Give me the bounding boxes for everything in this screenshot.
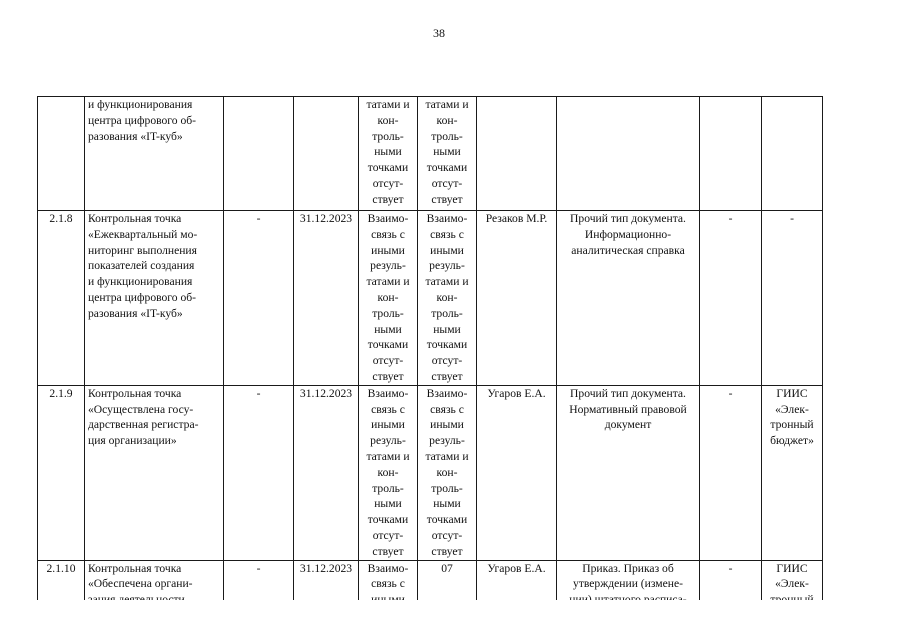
control-point-name-line: Контрольная точка — [88, 386, 182, 400]
predecessor-link-line: татами и — [366, 449, 410, 463]
successor-link-line: троль- — [431, 306, 463, 320]
control-point-name-cell — [85, 97, 224, 211]
table-row — [38, 211, 823, 386]
information-system-line: ГИИС — [776, 386, 808, 400]
document-type-line: утверждении (измене- — [573, 577, 683, 591]
predecessor-link-line: ствует — [372, 192, 404, 206]
page-bottom-edge — [0, 600, 905, 640]
predecessor-link-line: отсут- — [372, 528, 404, 542]
document-type-lines — [560, 211, 696, 258]
successor-link-line: ными — [433, 497, 461, 511]
responsible-cell: Угаров Е.А. — [477, 560, 557, 610]
information-system-cell — [762, 385, 823, 560]
control-point-name-lines — [88, 97, 220, 144]
control-point-name-line: «Ежеквартальный мо- — [88, 227, 198, 241]
predecessor-link-line: иными — [371, 418, 405, 432]
start-date-cell: - — [224, 560, 294, 610]
information-system-cell — [762, 211, 823, 386]
level-cell: - — [700, 560, 762, 610]
predecessor-link-line: резуль- — [370, 259, 406, 273]
successor-link-line: связь с — [430, 227, 464, 241]
responsible-cell — [477, 97, 557, 211]
start-date-cell — [224, 97, 294, 211]
successor-link-line: отсут- — [431, 354, 463, 368]
successor-link-line: кон- — [436, 290, 458, 304]
successor-link-cell — [418, 385, 477, 560]
table-row — [38, 385, 823, 560]
predecessor-link-line: Взаимо- — [367, 561, 409, 575]
predecessor-link-line: Взаимо- — [367, 386, 409, 400]
predecessor-link-line: иными — [371, 243, 405, 257]
row-number-cell: 2.1.10 — [38, 560, 85, 610]
predecessor-link-line: троль- — [372, 129, 404, 143]
end-date-cell: 31.12.2023 — [294, 560, 359, 610]
predecessor-link-line: ными — [374, 497, 402, 511]
responsible-cell: Угаров Е.А. — [477, 385, 557, 560]
successor-link-line: троль- — [431, 481, 463, 495]
document-type-cell — [557, 211, 700, 386]
successor-link-lines — [421, 211, 473, 385]
control-point-name-line: и функционирования — [88, 275, 193, 289]
successor-link-line: Взаимо- — [426, 212, 468, 225]
control-point-name-line: Контрольная точка — [88, 561, 182, 575]
predecessor-link-line: ными — [374, 145, 402, 159]
successor-link-line: резуль- — [429, 259, 465, 273]
control-point-name-line: показателей создания — [88, 259, 195, 273]
control-point-name-cell — [85, 385, 224, 560]
level-cell: - — [700, 211, 762, 386]
predecessor-link-lines — [362, 386, 414, 560]
document-type-line: Информационно- — [584, 227, 672, 241]
predecessor-link-line: татами и — [366, 275, 410, 289]
control-point-name-line: центра цифрового об- — [88, 290, 197, 304]
successor-link-line: татами и — [425, 275, 469, 289]
control-point-name-line: «Обеспечена органи- — [88, 577, 193, 591]
control-point-name-line: и функционирования — [88, 98, 193, 111]
successor-link-line: 07 — [441, 561, 453, 575]
successor-link-line: резуль- — [429, 434, 465, 448]
successor-link-cell — [418, 97, 477, 211]
successor-link-line: Взаимо- — [426, 386, 468, 400]
successor-link-lines — [421, 97, 473, 208]
predecessor-link-line: точками — [367, 161, 409, 175]
control-point-name-cell — [85, 211, 224, 386]
control-point-name-line: разования «IT-куб» — [88, 129, 183, 143]
successor-link-line: связь с — [430, 402, 464, 416]
predecessor-link-line: Взаимо- — [367, 212, 409, 225]
predecessor-link-cell — [359, 385, 418, 560]
information-system-line: «Элек- — [775, 402, 809, 416]
predecessor-link-line: ствует — [372, 544, 404, 558]
information-system-line: - — [790, 212, 794, 225]
successor-link-line: ствует — [431, 369, 463, 383]
control-point-name-line: ция организации» — [88, 434, 177, 448]
predecessor-link-line: троль- — [372, 306, 404, 320]
successor-link-line: иными — [430, 243, 464, 257]
row-number-cell: 2.1.8 — [38, 211, 85, 386]
document-type-cell — [557, 385, 700, 560]
predecessor-link-line: татами и — [366, 98, 410, 111]
control-point-name-line: ниторинг выполнения — [88, 243, 197, 257]
end-date-cell — [294, 97, 359, 211]
control-point-name-lines — [88, 386, 220, 449]
successor-link-line: ствует — [431, 192, 463, 206]
predecessor-link-line: связь с — [371, 402, 405, 416]
control-point-name-lines — [88, 211, 220, 322]
document-type-line: Приказ. Приказ об — [582, 561, 674, 575]
predecessor-link-line: отсут- — [372, 354, 404, 368]
document-type-cell — [557, 97, 700, 211]
successor-link-line: кон- — [436, 113, 458, 127]
page-number: 38 — [433, 26, 445, 40]
information-system-line: «Элек- — [775, 577, 809, 591]
information-system-cell — [762, 97, 823, 211]
end-date-cell: 31.12.2023 — [294, 211, 359, 386]
document-type-line: Прочий тип документа. — [570, 386, 686, 400]
level-cell: - — [700, 385, 762, 560]
predecessor-link-line: связь с — [371, 577, 405, 591]
predecessor-link-line: ными — [374, 322, 402, 336]
successor-link-line: ными — [433, 322, 461, 336]
document-type-line: аналитическая справка — [571, 243, 685, 257]
control-point-name-line: дарственная регистра- — [88, 418, 199, 432]
successor-link-line: точками — [426, 338, 468, 352]
predecessor-link-lines — [362, 97, 414, 208]
successor-link-lines — [421, 386, 473, 560]
control-point-name-line: центра цифрового об- — [88, 113, 197, 127]
information-system-lines — [765, 386, 819, 449]
document-type-line: Прочий тип документа. — [570, 212, 686, 225]
predecessor-link-line: точками — [367, 338, 409, 352]
start-date-cell: - — [224, 211, 294, 386]
successor-link-cell — [418, 211, 477, 386]
control-point-name-line: «Осуществлена госу- — [88, 402, 194, 416]
end-date-cell: 31.12.2023 — [294, 385, 359, 560]
predecessor-link-line: резуль- — [370, 434, 406, 448]
predecessor-link-line: кон- — [377, 290, 399, 304]
predecessor-link-line: ствует — [372, 369, 404, 383]
predecessor-link-line: троль- — [372, 481, 404, 495]
level-cell — [700, 97, 762, 211]
successor-link-line: отсут- — [431, 528, 463, 542]
predecessor-link-line: отсут- — [372, 176, 404, 190]
successor-link-line: отсут- — [431, 176, 463, 190]
successor-link-line: татами и — [425, 449, 469, 463]
document-type-line: Нормативный правовой — [569, 402, 687, 416]
predecessor-link-cell — [359, 211, 418, 386]
successor-link-line: троль- — [431, 129, 463, 143]
table-row — [38, 97, 823, 211]
information-system-line: бюджет» — [770, 434, 814, 448]
predecessor-link-line: связь с — [371, 227, 405, 241]
document-type-lines — [560, 386, 696, 433]
successor-link-line: точками — [426, 161, 468, 175]
predecessor-link-cell — [359, 97, 418, 211]
document-type-line: документ — [604, 418, 652, 432]
start-date-cell: - — [224, 385, 294, 560]
control-point-name-line: разования «IT-куб» — [88, 306, 183, 320]
successor-link-line: иными — [430, 418, 464, 432]
row-number-cell: 2.1.9 — [38, 385, 85, 560]
responsible-cell: Резаков М.Р. — [477, 211, 557, 386]
row-number-cell — [38, 97, 85, 211]
predecessor-link-line: кон- — [377, 465, 399, 479]
successor-link-line: ствует — [431, 544, 463, 558]
successor-link-line: точками — [426, 513, 468, 527]
control-point-name-line: Контрольная точка — [88, 212, 182, 225]
successor-link-line: татами и — [425, 98, 469, 111]
predecessor-link-line: точками — [367, 513, 409, 527]
information-system-line: ГИИС — [776, 561, 808, 575]
predecessor-link-line: кон- — [377, 113, 399, 127]
control-points-table — [37, 96, 823, 611]
successor-link-lines — [421, 561, 473, 577]
successor-link-line: ными — [433, 145, 461, 159]
information-system-line: тронный — [770, 418, 814, 432]
successor-link-line: кон- — [436, 465, 458, 479]
predecessor-link-lines — [362, 211, 414, 385]
information-system-lines — [765, 211, 819, 227]
